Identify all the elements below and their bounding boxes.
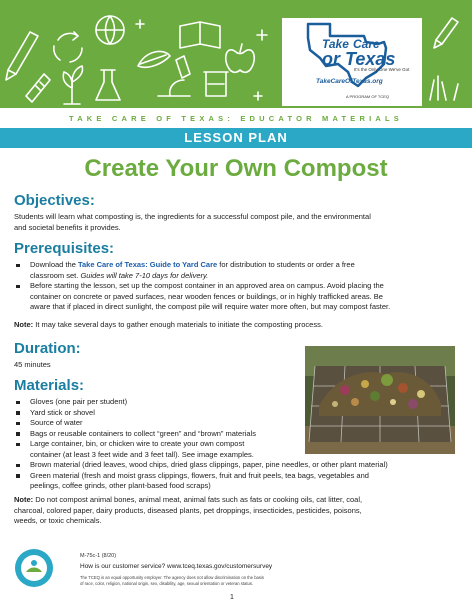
list-item: Yard stick or shovel [14,408,464,419]
prerequisites-note: Note: It may take several days to gather enough materials to initiate the composting process. [14,320,323,329]
bullet-icon [16,464,20,468]
lesson-plan-banner: LESSON PLAN [0,128,472,148]
list-item: Source of water [14,418,464,429]
list-item: Brown material (dried leaves, wood chips, dried glass clippings, paper, pine needles, or other plant material) [14,460,464,471]
beaker-icon [204,72,228,96]
list-item: Download the Take Care of Texas: Guide to Yard Care for distribution to students or order a free classroom set. Guides will take 7-10 days for delivery. [14,260,464,281]
list-item: Before starting the lesson, set up the compost container in an approved area on campus. Avoid placing the container on concrete or paved surfaces, near wooden fences or buildings, or in highly trafficked areas. Be aware that if placed in direct sunlight, the compost pile will require water more often, but may compost faster. [14,281,464,313]
bullet-icon [16,422,20,426]
materials-list [14,397,464,492]
bullet-icon [16,264,20,268]
logo-tagline: It's the Only One We've Got [354,67,410,72]
logo-care-text: Care [353,37,380,51]
list-item: Green material (fresh and moist grass clippings, flowers, fruit and fruit peels, tea bags, vegetables and peelings, coffee grinds, other plant-based food scraps) [14,471,464,492]
logo-url: TakeCareOfTexas.org [316,78,383,85]
duration-value: 45 minutes [14,360,51,369]
objectives-heading: Objectives: [14,192,95,209]
logo-take-text: Take [322,37,349,51]
bullet-icon [16,443,20,447]
bullet-icon [16,285,20,289]
guide-to-yard-care-link[interactable]: Take Care of Texas: Guide to Yard Care [77,260,218,269]
list-item: Bags or reusable containers to collect “green” and “brown” materials [14,429,464,440]
objectives-line-1: Students will learn what composting is, the ingredients for a successful compost pile, and the environmental [14,212,371,221]
grass-icon [430,76,458,100]
duration-heading: Duration: [14,340,81,357]
bullet-icon [16,411,20,415]
apple-icon [226,44,255,72]
eeo-statement: The TCEQ is an equal opportunity employer. The agency does not allow discrimination on the basis of race, color, religion, national origin, sex, disability, age, sexual orientation or veteran status. [80,575,264,586]
objectives-line-2: and societal benefits it provides. [14,223,121,232]
flask-icon [96,70,120,100]
bullet-icon [16,474,20,478]
globe-icon [96,16,124,44]
book-icon [180,22,220,48]
bullet-icon [16,432,20,436]
ruler-icon [26,74,50,102]
leaf-icon [138,51,170,67]
logo-program-text: A PROGRAM OF TCEQ [346,94,390,99]
page-title: Create Your Own Compost [84,155,388,182]
recycle-icon [54,32,82,62]
educator-materials-heading: TAKE CARE OF TEXAS: EDUCATOR MATERIALS [68,114,404,123]
bullet-icon [16,401,20,405]
header-banner [0,0,472,108]
list-item: Gloves (one pair per student) [14,397,464,408]
pencil-right-icon [434,18,458,48]
materials-heading: Materials: [14,377,85,394]
logo-texas-text: or Texas [322,49,396,69]
document-code: M-75c-1 (8/20) [80,553,117,559]
pencil-icon [6,32,38,80]
tceq-seal-icon [14,548,54,588]
customer-survey-text: How is our customer service? www.tceq.texas.gov/customersurvey [80,563,273,570]
prerequisites-heading: Prerequisites: [14,240,115,257]
take-care-of-texas-logo [282,18,422,106]
page-number: 1 [230,594,234,601]
prerequisites-list [14,260,464,313]
list-item: Large container, bin, or chicken wire to create your own compost container (at least 3 feet wide and 3 feet tall). See image examples. [14,439,464,460]
plant-icon [63,66,82,104]
materials-note: Note: Do not compost animal bones, animal meat, animal fats such as fats or cooking oils, cat litter, coal, charcoal, colored paper, dairy products, diseased plants, pet droppings, insecticides, pesticides, poisons, weeds, or toxic chemicals. [14,495,363,525]
